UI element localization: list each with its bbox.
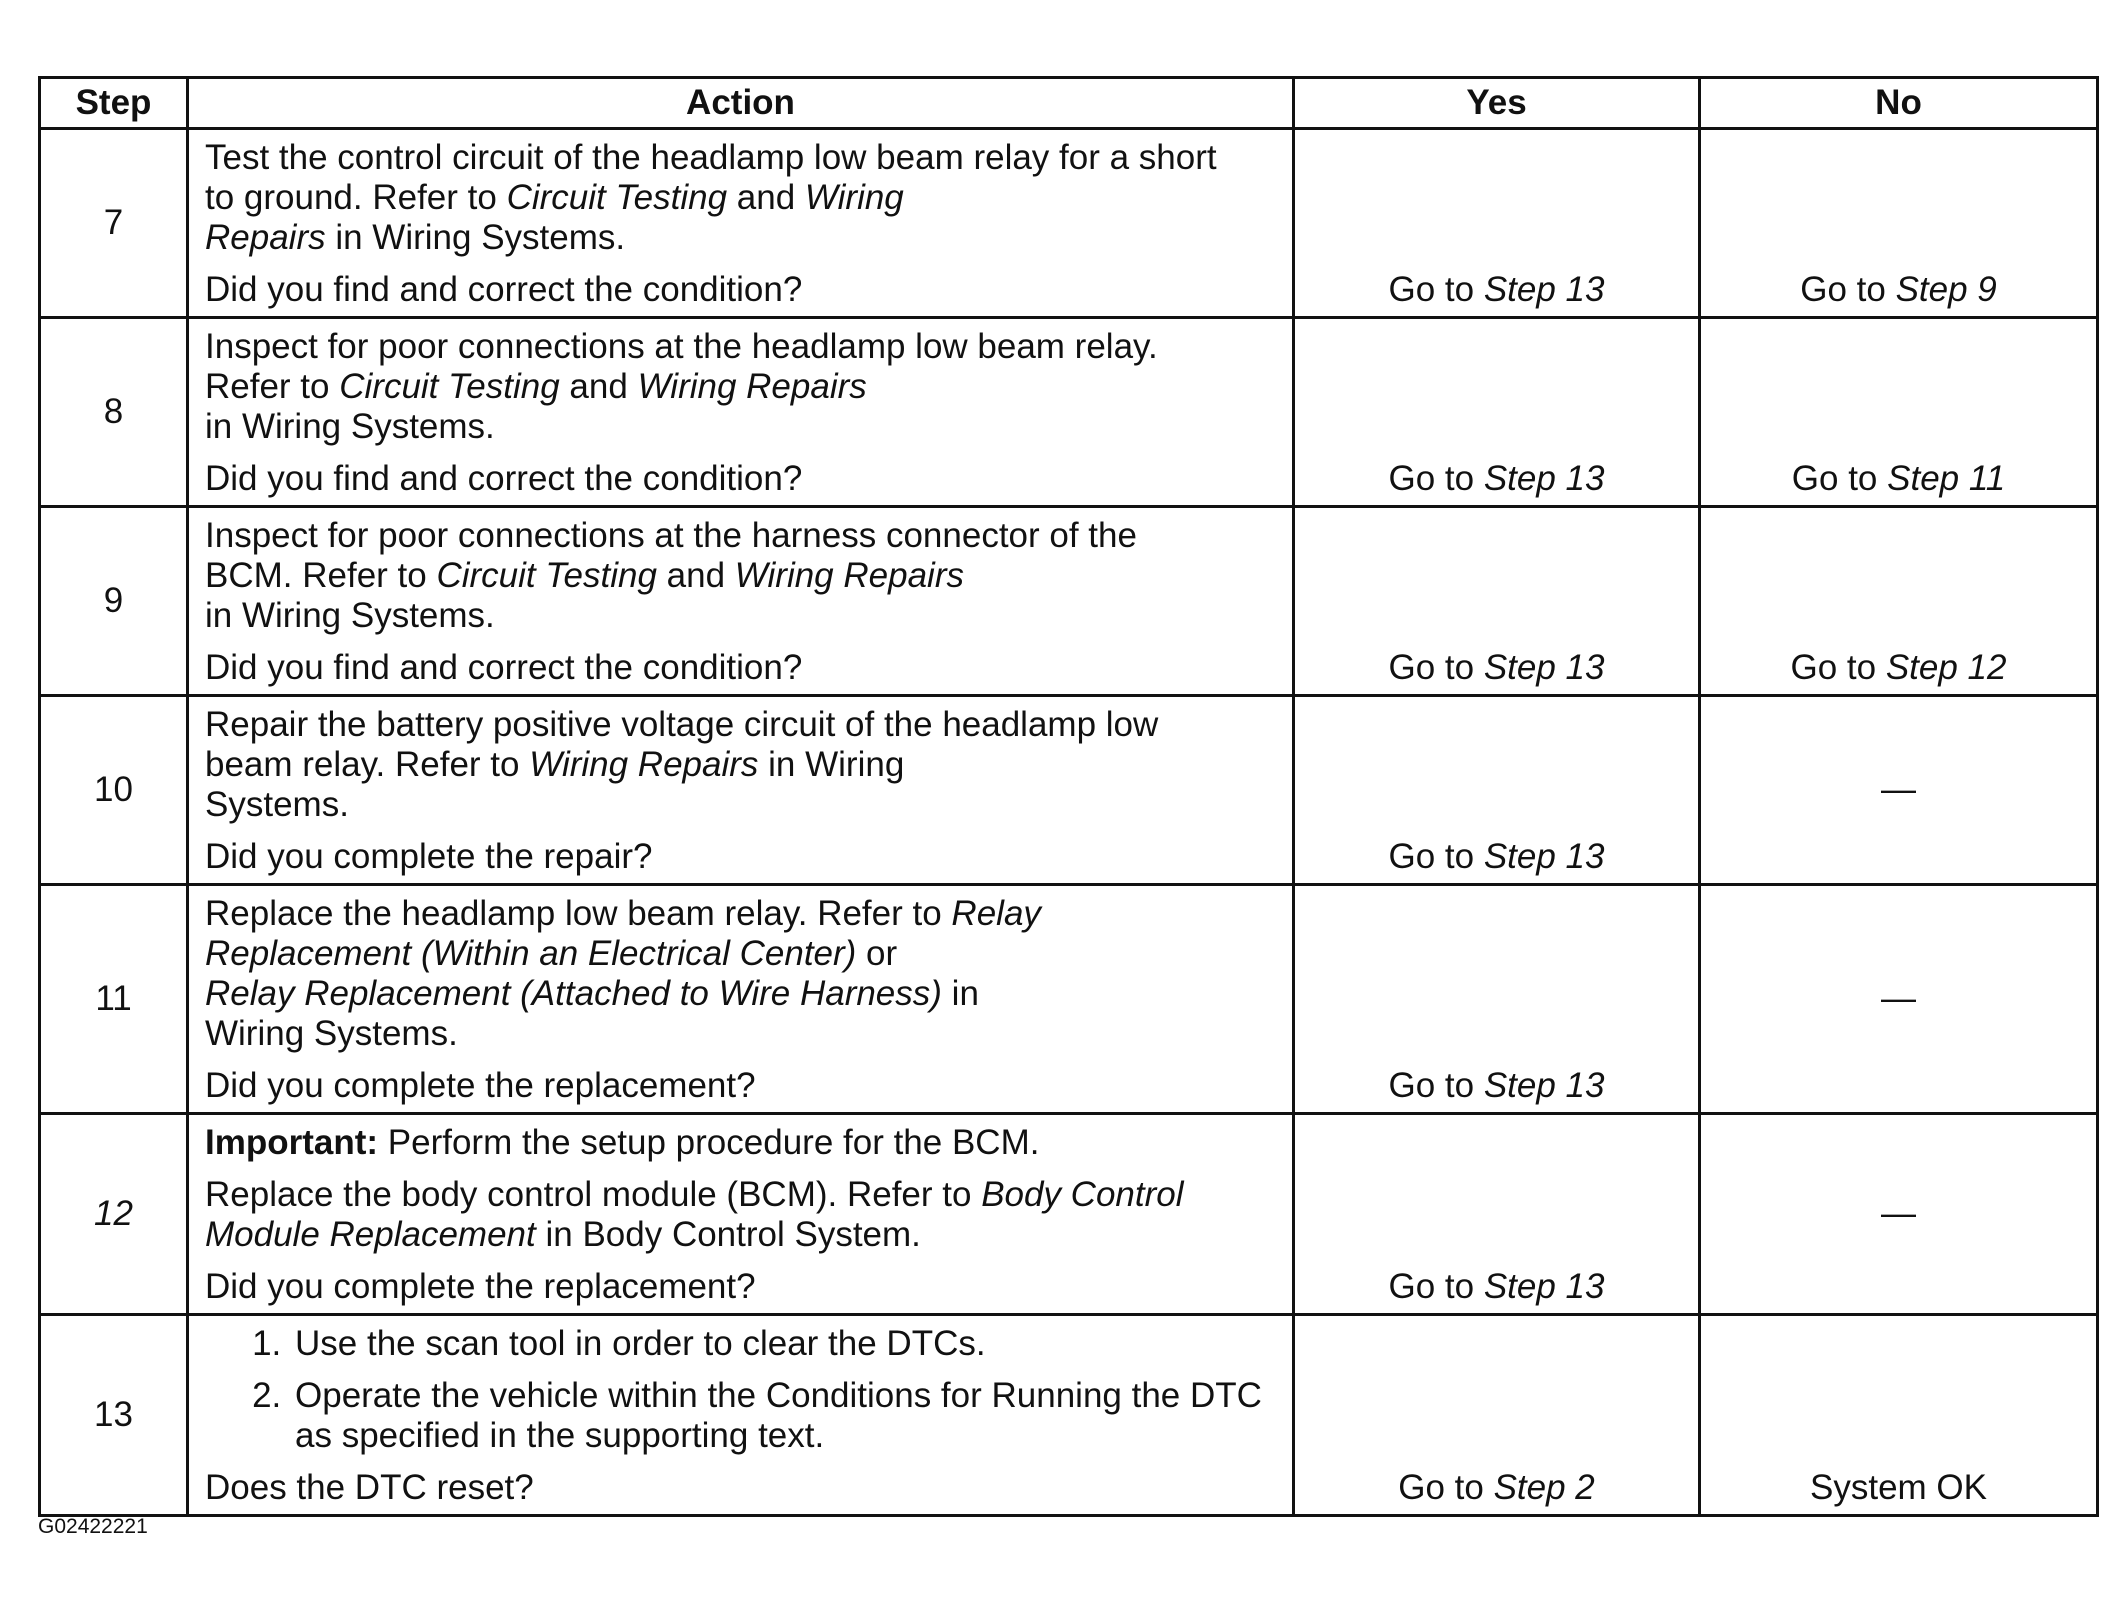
action-text-segment: Repair the battery positive voltage circuit of the headlamp low beam relay. Refer to [205, 705, 1159, 784]
action-question: Did you find and correct the condition? [205, 270, 803, 309]
action-steps-list [205, 1324, 1278, 1456]
reference-link-text: Relay Replacement (Within an Electrical Center) [205, 894, 1041, 973]
action-text [205, 516, 1278, 636]
action-cell [188, 1114, 1294, 1315]
yes-result [1294, 129, 1700, 318]
no-step-reference: Step 11 [1887, 459, 2006, 498]
no-result-dash: — [1700, 696, 2098, 885]
no-step-reference: Step 9 [1895, 270, 1997, 309]
action-question: Did you complete the replacement? [205, 1267, 756, 1306]
reference-link-text: Wiring Repairs [734, 556, 964, 595]
yes-prefix: Go to [1388, 648, 1484, 687]
no-result [1700, 129, 2098, 318]
action-text-segment: Test the control circuit of the headlamp low beam relay for a short to ground. Refer to [205, 138, 1217, 217]
yes-prefix: Go to [1388, 459, 1484, 498]
reference-link-text: Wiring Repairs [529, 745, 759, 784]
action-text-segment: in Wiring Systems. [325, 218, 626, 257]
action-text [205, 705, 1278, 825]
table-row [40, 129, 2098, 318]
action-text [205, 1175, 1278, 1255]
table-row [40, 507, 2098, 696]
yes-result [1294, 1114, 1700, 1315]
reference-link-text: Circuit Testing [436, 556, 657, 595]
no-prefix: Go to [1800, 270, 1896, 309]
action-question: Did you complete the replacement? [205, 1066, 756, 1105]
important-label: Important: [205, 1123, 379, 1162]
diagnostic-table-container [38, 76, 2096, 1517]
action-cell [188, 1315, 1294, 1516]
no-prefix: Go to [1791, 459, 1888, 498]
yes-result [1294, 318, 1700, 507]
action-question: Did you complete the repair? [205, 837, 653, 876]
yes-prefix: Go to [1388, 1267, 1484, 1306]
figure-id: G02422221 [38, 1515, 148, 1538]
yes-result [1294, 696, 1700, 885]
table-row [40, 318, 2098, 507]
action-text-segment: in Wiring Systems. [205, 745, 905, 824]
yes-step-reference: Step 13 [1483, 1066, 1605, 1105]
column-header-yes: Yes [1294, 78, 1700, 129]
reference-link-text: Body Control Module Replacement [205, 1175, 1184, 1254]
yes-result [1294, 507, 1700, 696]
table-body [40, 129, 2098, 1516]
yes-step-reference: Step 13 [1483, 837, 1605, 876]
no-step-reference: Step 12 [1885, 648, 2007, 687]
table-row [40, 1114, 2098, 1315]
yes-step-reference: Step 13 [1483, 648, 1605, 687]
no-result: System OK [1700, 1315, 2098, 1516]
column-header-step: Step [40, 78, 188, 129]
action-text-segment: in Wiring Systems. [205, 407, 495, 446]
action-text-segment: and [727, 178, 805, 217]
action-question: Did you find and correct the condition? [205, 459, 803, 498]
important-note [205, 1123, 1278, 1163]
diagnostic-table [38, 76, 2099, 1517]
yes-prefix: Go to [1388, 1066, 1484, 1105]
reference-link-text: Wiring Repairs [637, 367, 867, 406]
action-text [205, 138, 1278, 258]
yes-result [1294, 1315, 1700, 1516]
action-text-segment: in Wiring Systems. [205, 596, 495, 635]
yes-step-reference: Step 13 [1483, 459, 1605, 498]
yes-step-reference: Step 2 [1493, 1468, 1595, 1507]
no-result [1700, 318, 2098, 507]
action-text-segment: or [866, 934, 898, 973]
action-question: Did you find and correct the condition? [205, 648, 803, 687]
column-header-action: Action [188, 78, 1294, 129]
step-number: 10 [40, 696, 188, 885]
action-cell [188, 318, 1294, 507]
step-number: 7 [40, 129, 188, 318]
yes-step-reference: Step 13 [1483, 1267, 1605, 1306]
action-text-segment: Replace the headlamp low beam relay. Refer to [205, 894, 952, 933]
step-number: 11 [40, 885, 188, 1114]
yes-step-reference: Step 13 [1483, 270, 1605, 309]
reference-link-text: Circuit Testing [339, 367, 560, 406]
step-number: 12 [40, 1114, 188, 1315]
action-cell [188, 129, 1294, 318]
action-text-segment: in Wiring Systems. [205, 974, 979, 1053]
no-result-dash: — [1700, 1114, 2098, 1315]
action-cell [188, 885, 1294, 1114]
reference-link-text: Wiring Repairs [205, 178, 904, 257]
yes-result [1294, 885, 1700, 1114]
action-question: Does the DTC reset? [205, 1468, 534, 1507]
list-item: 2. Operate the vehicle within the Conditions for Running the DTC as specified in the supporting text. [291, 1376, 1278, 1456]
action-text-segment: Replace the body control module (BCM). Refer to [205, 1175, 982, 1214]
action-text [205, 327, 1278, 447]
action-cell [188, 507, 1294, 696]
no-result-dash: — [1700, 885, 2098, 1114]
yes-prefix: Go to [1398, 1468, 1494, 1507]
reference-link-text: Relay Replacement (Attached to Wire Harness) [205, 974, 942, 1013]
no-result [1700, 507, 2098, 696]
yes-prefix: Go to [1388, 837, 1484, 876]
action-text-segment: Inspect for poor connections at the harness connector of the BCM. Refer to [205, 516, 1137, 595]
step-number: 8 [40, 318, 188, 507]
list-item: 1. Use the scan tool in order to clear the DTCs. [291, 1324, 1278, 1364]
step-number: 13 [40, 1315, 188, 1516]
action-text [205, 894, 1278, 1054]
yes-prefix: Go to [1388, 270, 1484, 309]
table-row [40, 885, 2098, 1114]
no-prefix: Go to [1790, 648, 1886, 687]
action-text-segment: Inspect for poor connections at the headlamp low beam relay. Refer to [205, 327, 1158, 406]
column-header-no: No [1700, 78, 2098, 129]
table-row [40, 696, 2098, 885]
table-header-row [40, 78, 2098, 129]
action-cell [188, 696, 1294, 885]
table-row [40, 1315, 2098, 1516]
action-text-segment: and [559, 367, 638, 406]
reference-link-text: Circuit Testing [506, 178, 728, 217]
action-text-segment: in Body Control System. [535, 1215, 921, 1254]
important-text: Perform the setup procedure for the BCM. [378, 1123, 1040, 1162]
step-number: 9 [40, 507, 188, 696]
action-text-segment: and [656, 556, 735, 595]
